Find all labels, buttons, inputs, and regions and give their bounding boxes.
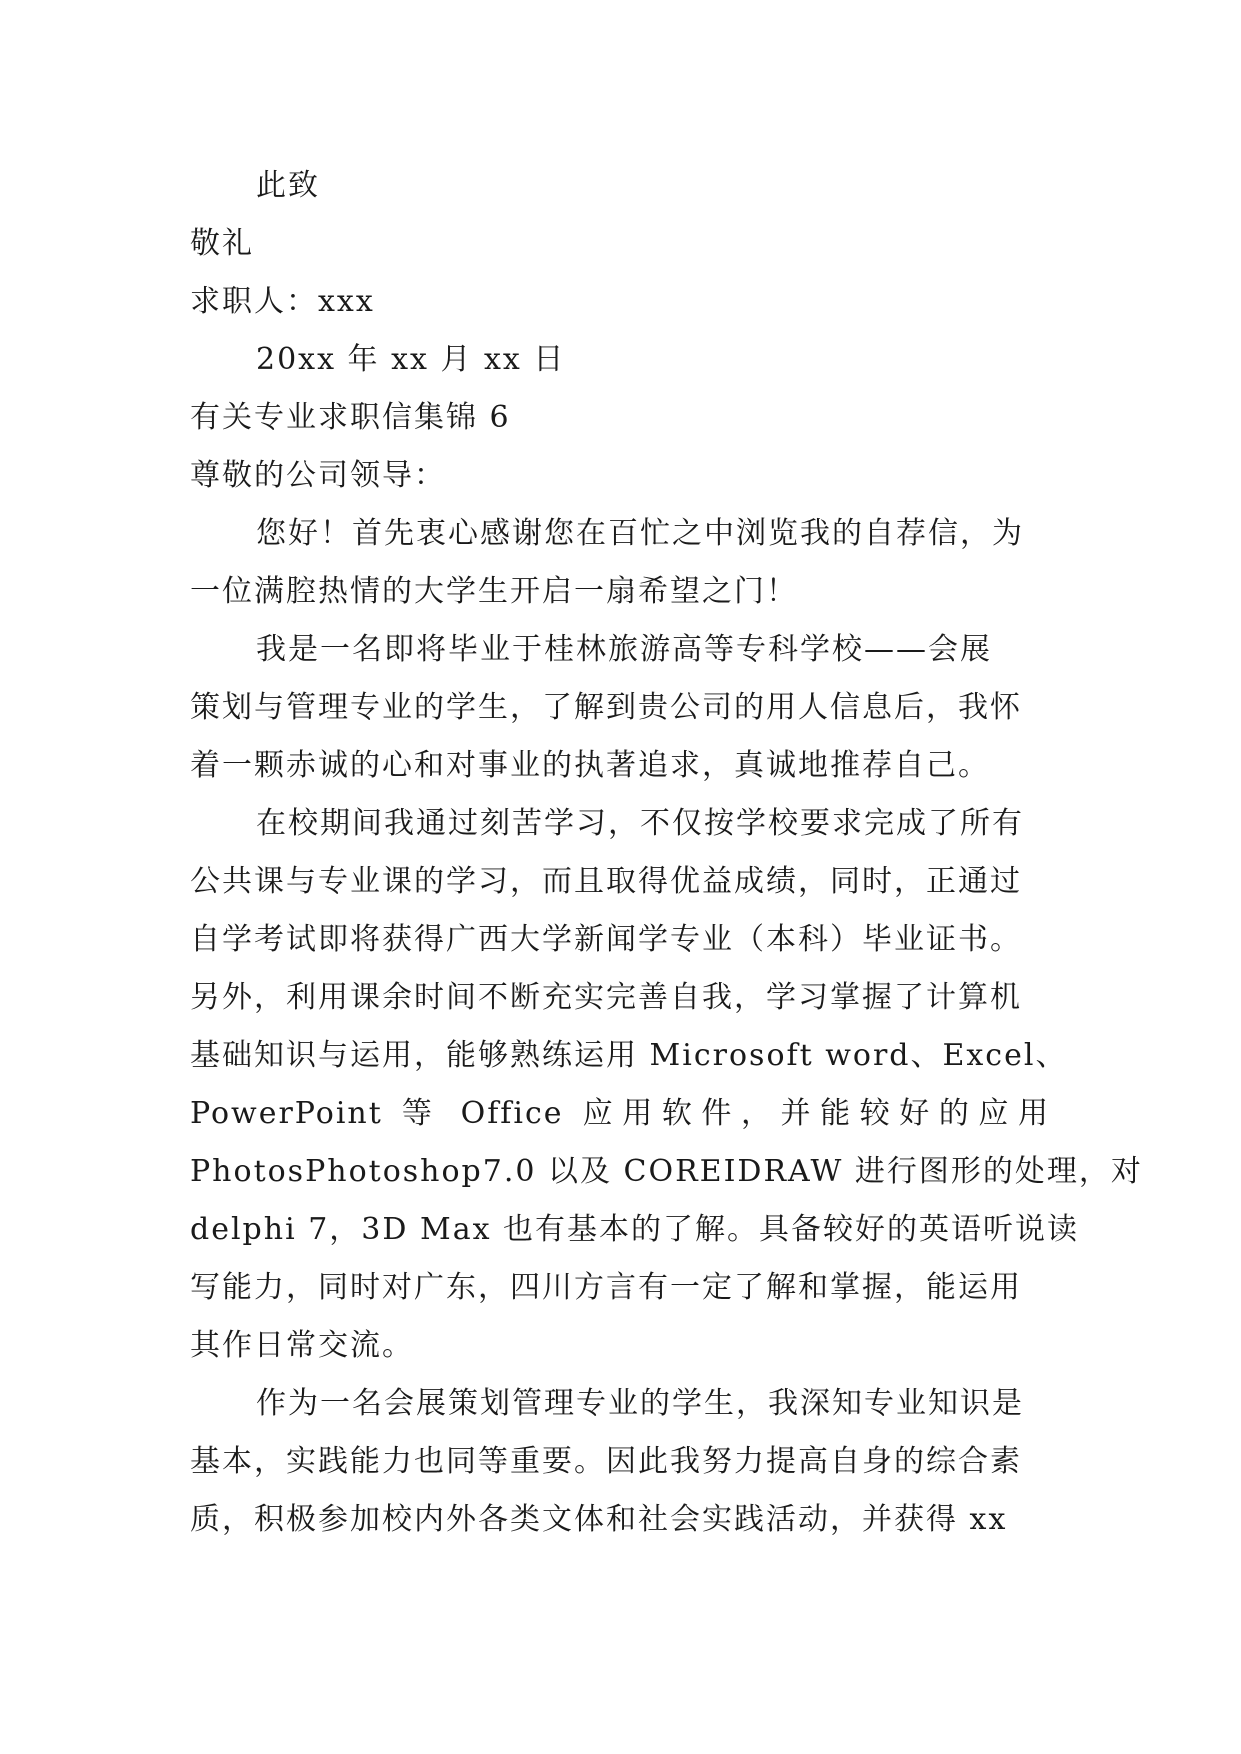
body-line: 作为一名会展策划管理专业的学生，我深知专业知识是 [256,1386,1024,1421]
closing-regards: 敬礼 [190,226,254,261]
body-line: 一位满腔热情的大学生开启一扇希望之门！ [190,574,798,609]
greeting-line: 尊敬的公司领导： [190,458,446,493]
body-line: PhotosPhotoshop7.0 以及 COREIDRAW 进行图形的处理，对 [190,1154,1143,1189]
body-line: 质，积极参加校内外各类文体和社会实践活动，并获得 xx [190,1502,1008,1537]
body-line: PowerPoint 等 Office 应用软件，并能较好的应用 [190,1096,1050,1131]
body-line: 公共课与专业课的学习，而且取得优益成绩，同时，正通过 [190,864,1022,899]
body-line: 您好！首先衷心感谢您在百忙之中浏览我的自荐信，为 [256,516,1024,551]
body-line: delphi 7，3D Max 也有基本的了解。具备较好的英语听说读 [190,1212,1080,1247]
body-line: 基础知识与运用，能够熟练运用 Microsoft word、Excel、 [190,1038,1068,1073]
body-line: 着一颗赤诚的心和对事业的执著追求，真诚地推荐自己。 [190,748,990,783]
closing-salutation: 此致 [256,168,320,203]
section-title: 有关专业求职信集锦 6 [190,400,511,435]
body-line: 写能力，同时对广东，四川方言有一定了解和掌握，能运用 [190,1270,1022,1305]
body-line: 其作日常交流。 [190,1328,414,1363]
body-line: 在校期间我通过刻苦学习，不仅按学校要求完成了所有 [256,806,1024,841]
date-line: 20xx 年 xx 月 xx 日 [256,342,566,377]
body-line: 另外，利用课余时间不断充实完善自我，学习掌握了计算机 [190,980,1022,1015]
body-line: 基本，实践能力也同等重要。因此我努力提高自身的综合素 [190,1444,1022,1479]
body-line: 自学考试即将获得广西大学新闻学专业（本科）毕业证书。 [190,922,1022,957]
body-line: 我是一名即将毕业于桂林旅游高等专科学校——会展 [256,632,992,667]
body-line: 策划与管理专业的学生，了解到贵公司的用人信息后，我怀 [190,690,1022,725]
signer-line: 求职人：xxx [190,284,375,319]
